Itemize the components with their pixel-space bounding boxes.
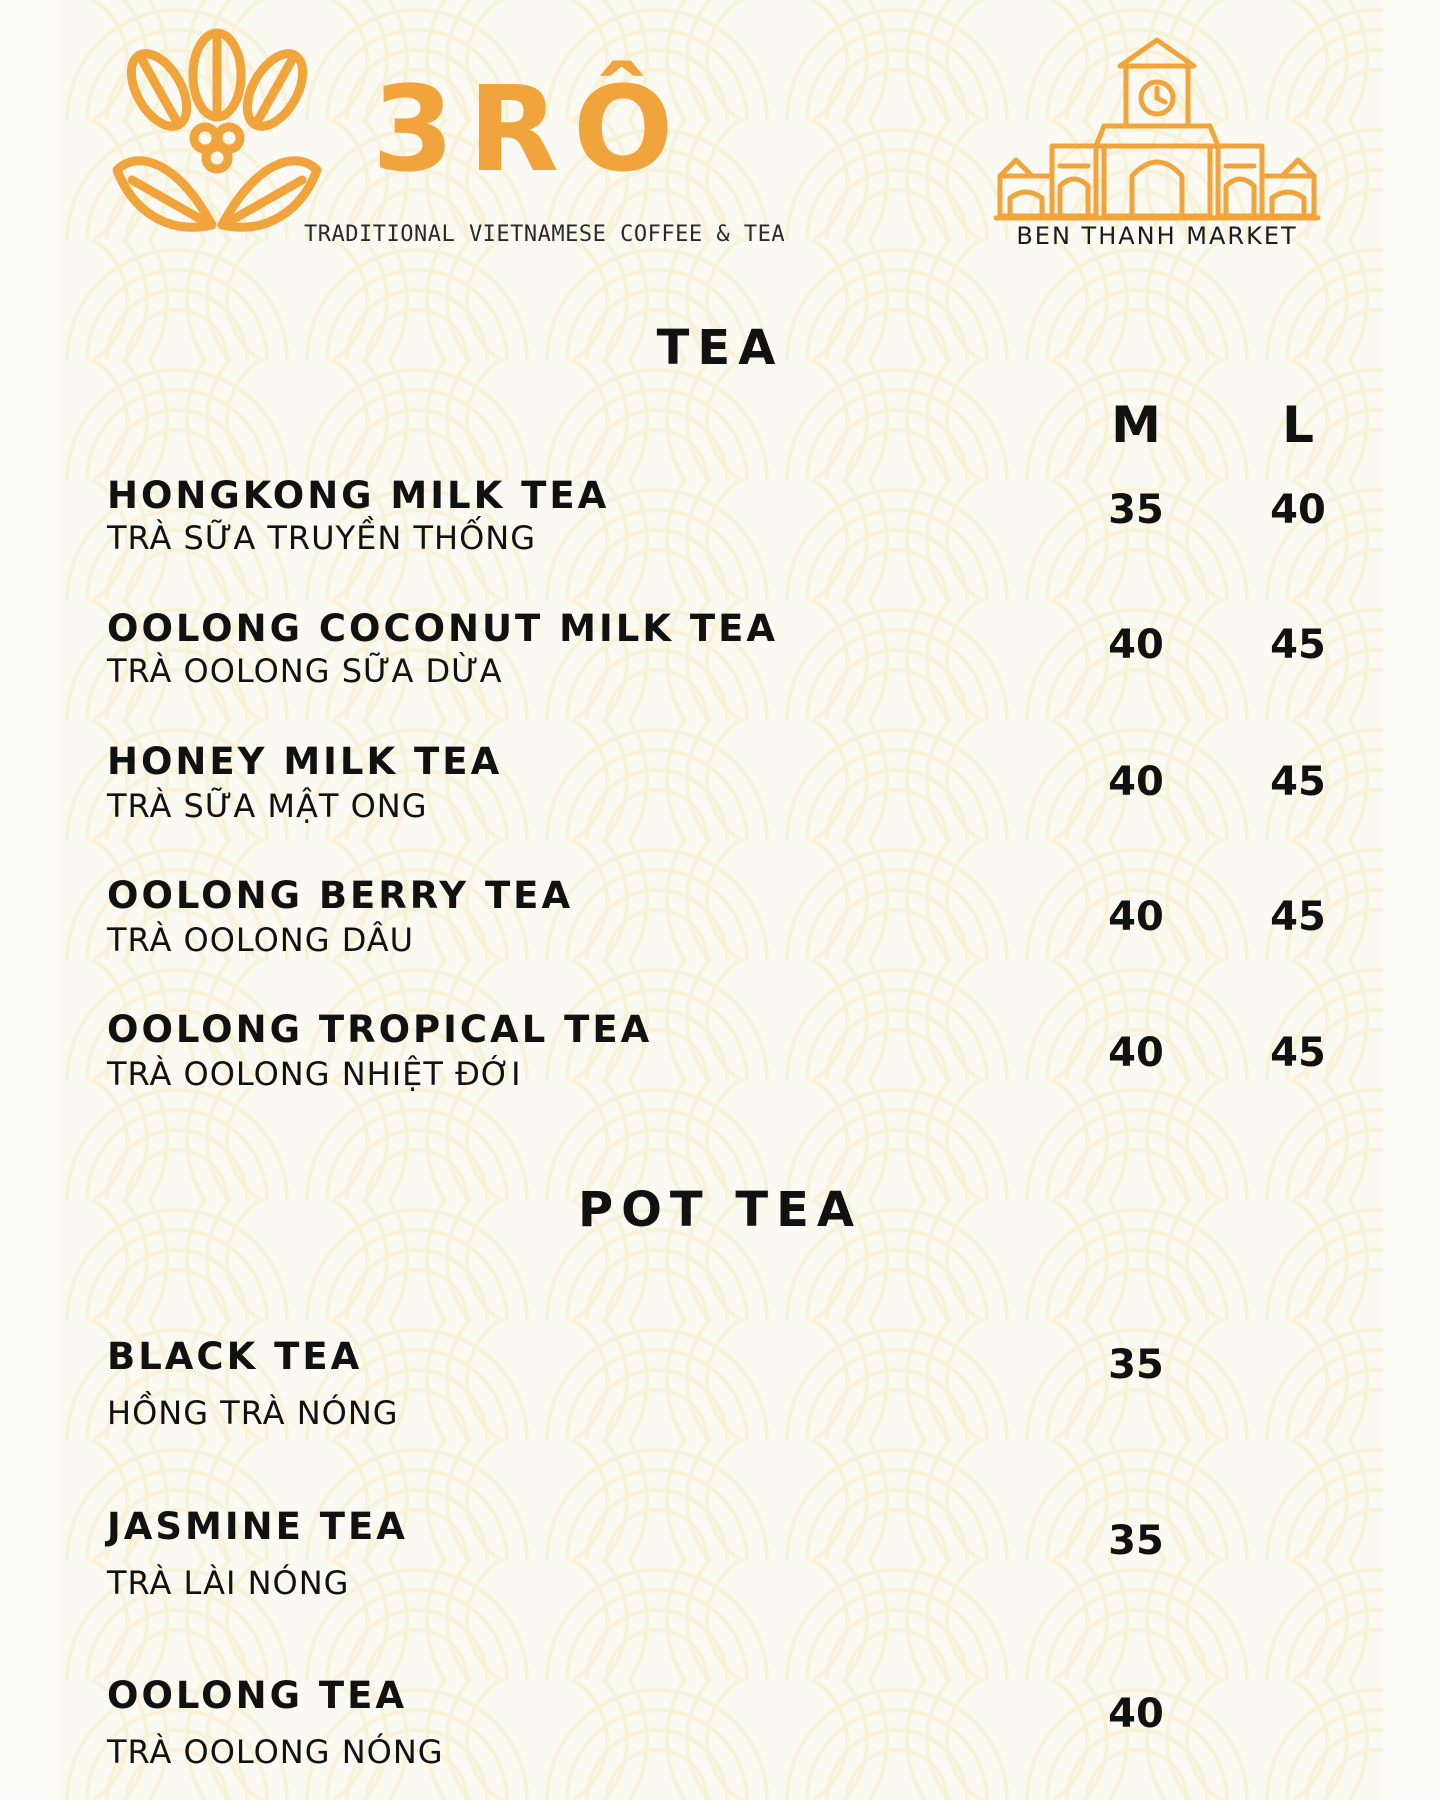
menu-item-name: OOLONG COCONUT MILK TEA [107,607,779,650]
pot-tea-section-title: POT TEA [577,1182,863,1238]
price-m: 40 [1108,759,1164,805]
price-m: 35 [1108,1518,1164,1564]
menu-item-subtitle: TRÀ OOLONG NÓNG [107,1733,444,1771]
price-m: 40 [1108,622,1164,668]
price-l: 45 [1270,622,1326,668]
size-header-l: L [1282,396,1314,454]
menu-item-subtitle: TRÀ OOLONG SỮA DỪA [107,652,503,690]
menu-item-name: OOLONG TROPICAL TEA [107,1008,653,1051]
menu-item-subtitle: TRÀ SỮA TRUYỀN THỐNG [107,519,536,557]
menu-item-name: OOLONG BERRY TEA [107,874,574,917]
coffee-bean-logo-icon [107,20,327,250]
price-l: 45 [1270,894,1326,940]
price-l: 45 [1270,1030,1326,1076]
menu-item-subtitle: TRÀ LÀI NÓNG [107,1564,350,1602]
tea-section-title: TEA [656,320,784,376]
size-header-m: M [1111,396,1161,454]
menu-item-name: BLACK TEA [107,1335,363,1378]
menu-item-subtitle: HỒNG TRÀ NÓNG [107,1394,399,1432]
brand-tagline: TRADITIONAL VIETNAMESE COFFEE & TEA [304,222,786,247]
price-m: 40 [1108,894,1164,940]
market-label: BEN THANH MARKET [1016,222,1298,250]
price-m: 35 [1108,1342,1164,1388]
price-m: 35 [1108,487,1164,533]
market-building-icon [992,26,1322,226]
menu-item-name: OOLONG TEA [107,1674,407,1717]
price-m: 40 [1108,1030,1164,1076]
menu-item-subtitle: TRÀ OOLONG NHIỆT ĐỚI [107,1055,522,1093]
price-l: 45 [1270,759,1326,805]
menu-item-name: HONGKONG MILK TEA [107,474,610,517]
price-m: 40 [1108,1691,1164,1737]
brand-name: 3RÔ [372,60,688,198]
menu-item-subtitle: TRÀ SỮA MẬT ONG [107,787,428,825]
menu-item-subtitle: TRÀ OOLONG DÂU [107,921,415,959]
menu-page [57,0,1383,1800]
price-l: 40 [1270,487,1326,533]
menu-item-name: HONEY MILK TEA [107,740,503,783]
menu-item-name: JASMINE TEA [107,1505,408,1548]
